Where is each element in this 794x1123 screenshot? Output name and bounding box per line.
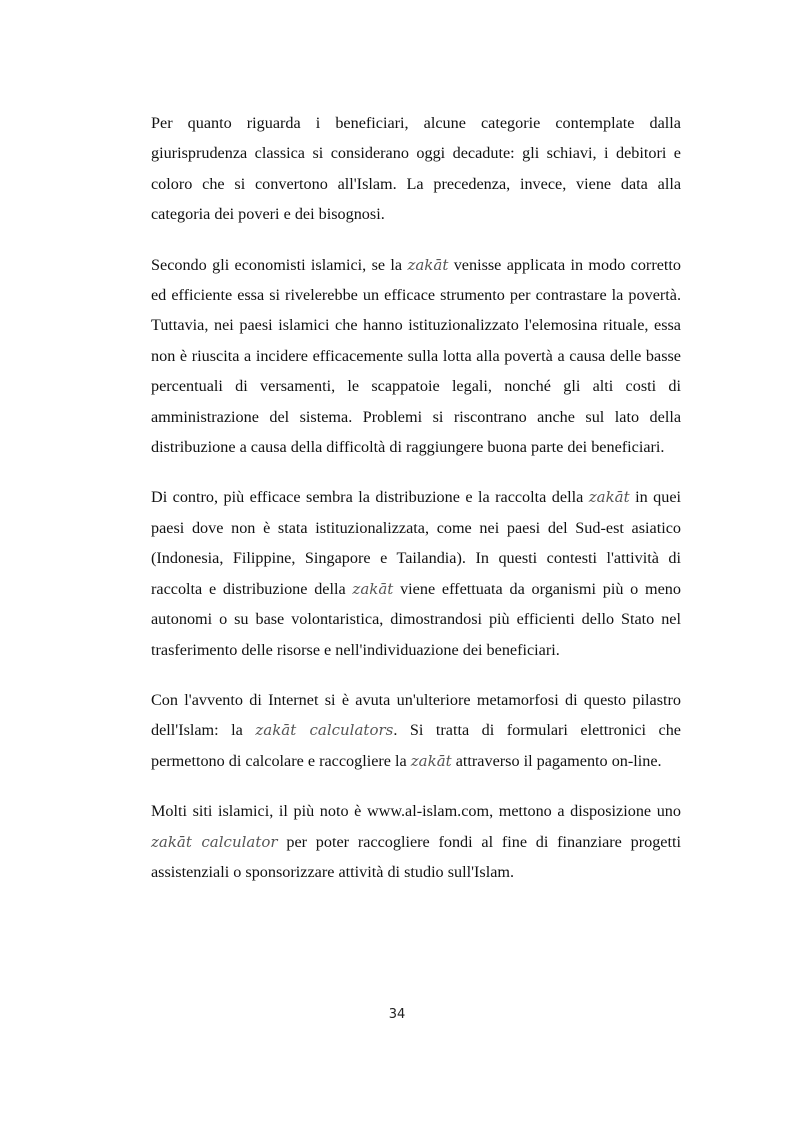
italic-term: zakāt [588, 488, 630, 507]
paragraph-text: Per quanto riguarda i beneficiari, alcune categorie contemplate dalla giurisprudenza classica si considerano oggi decadute: gli schiavi, i debitori e coloro che si convertono all'Islam. La precedenza, invece, viene data alla categoria dei poveri e dei bisognosi. [151, 114, 681, 224]
paragraph-text: Secondo gli economisti islamici, se la [151, 255, 408, 274]
page-body [151, 108, 681, 887]
paragraph-text: venisse applicata in modo corretto ed efficiente essa si rivelerebbe un efficace strumento per contrastare la povertà. Tuttavia, nei paesi islamici che hanno istituzionalizzato l'elemosina rituale, essa non è riuscita a incidere efficacemente sulla lotta alla povertà a causa delle basse percentuali di versamenti, le scappatoie legali, nonché gli alti costi di amministrazione del sistema. Problemi si riscontrano anche sul lato della distribuzione a causa della difficoltà di raggiungere buona parte dei beneficiari. [151, 255, 681, 457]
paragraph-text: . Si tratta di formulari elettronici che permettono di calcolare e raccogliere la [151, 721, 681, 770]
page-number: 34 [388, 1007, 406, 1022]
paragraph-text: Molti siti islamici, il più noto è www.al-islam.com, mettono a disposizione uno [151, 802, 681, 821]
paragraph-text: per poter raccogliere fondi al fine di finanziare progetti assistenziali o sponsorizzare attività di studio sull'Islam. [151, 832, 681, 881]
italic-term: zakāt [407, 255, 449, 274]
paragraph-1 [151, 108, 681, 230]
paragraph-5 [151, 796, 681, 887]
paragraph-text: attraverso il pagamento on-line. [451, 751, 662, 770]
italic-term: zakāt calculators [255, 721, 394, 740]
paragraph-4 [151, 685, 681, 776]
paragraph-text: in quei paesi dove non è stata istituzionalizzata, come nei paesi del Sud-est asiatico (Indonesia, Filippine, Singapore e Tailandia). In questi contesti l'attività di raccolta e distribuzione della [151, 488, 682, 598]
paragraph-3 [151, 482, 681, 664]
italic-term: zakāt [352, 579, 394, 598]
paragraph-text: Di contro, più efficace sembra la distribuzione e la raccolta della [151, 488, 589, 507]
italic-term: zakāt calculator [151, 832, 278, 851]
paragraph-text: viene effettuata da organismi più o meno autonomi o su base volontaristica, dimostrandosi più efficienti dello Stato nel trasferimento delle risorse e nell'individuazione dei beneficiari. [151, 579, 681, 659]
paragraph-2 [151, 250, 681, 463]
italic-term: zakāt [410, 751, 452, 770]
paragraph-text: Con l'avvento di Internet si è avuta un'ulteriore metamorfosi di questo pilastro dell'Islam: la [151, 690, 681, 740]
